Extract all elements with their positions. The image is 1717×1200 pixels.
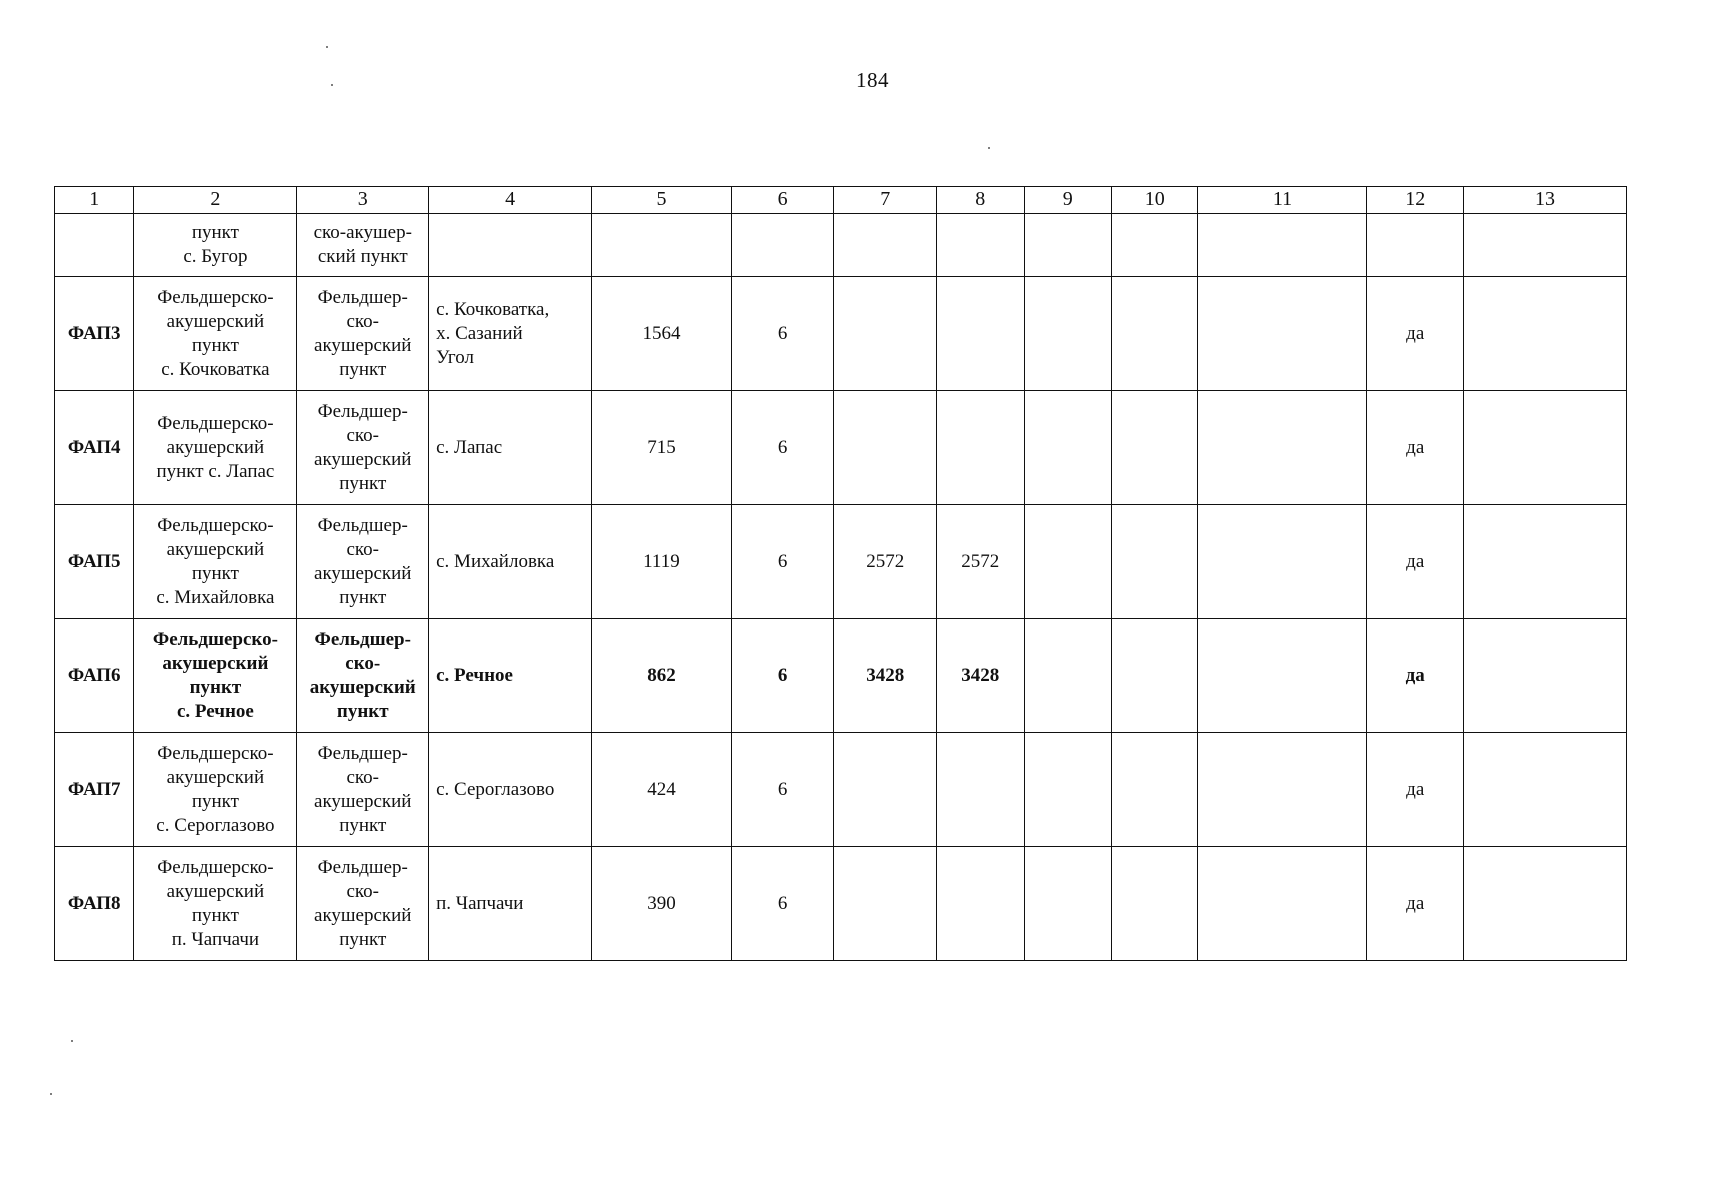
served-settlements-cell xyxy=(429,733,592,847)
empty-cell xyxy=(834,214,937,277)
facility-code-cell: ФАП5 xyxy=(55,505,134,619)
text-line: акушерский xyxy=(314,334,412,356)
text-line: пункт xyxy=(339,814,387,836)
scan-speck xyxy=(326,46,328,48)
text-line: Фельдшер- xyxy=(317,286,408,308)
text-line: с. Лапас xyxy=(436,436,503,458)
facility-name-cell xyxy=(134,277,297,391)
text-line: пункт xyxy=(191,790,239,812)
text-line: с. Кочковатка, xyxy=(436,298,550,320)
text-line: с. Речное xyxy=(176,700,254,722)
table-row xyxy=(55,505,1627,619)
column-10-cell xyxy=(1112,505,1198,619)
text-line: ско- xyxy=(346,766,380,788)
column-11-cell xyxy=(1198,619,1367,733)
text-line: пункт xyxy=(339,586,387,608)
column-number-row xyxy=(55,187,1627,214)
column-6-cell: 6 xyxy=(731,847,834,961)
facility-name-cell xyxy=(134,733,297,847)
empty-cell xyxy=(55,214,134,277)
column-8-cell xyxy=(937,277,1025,391)
column-13-cell xyxy=(1463,505,1626,619)
text-line: ско-акушер- xyxy=(313,222,412,243)
column-10-cell xyxy=(1112,847,1198,961)
text-line: Фельдшер- xyxy=(317,400,408,422)
column-5-cell: 390 xyxy=(592,847,732,961)
column-5-cell: 424 xyxy=(592,733,732,847)
column-9-cell xyxy=(1024,277,1112,391)
empty-cell xyxy=(1463,214,1626,277)
text-line: с. Сероглазово xyxy=(436,778,555,800)
text-line: пункт xyxy=(191,562,239,584)
column-number: 10 xyxy=(1112,187,1198,214)
text-line: ско- xyxy=(345,652,381,674)
column-number: 5 xyxy=(592,187,732,214)
column-12-cell: да xyxy=(1367,847,1464,961)
column-12-cell: да xyxy=(1367,505,1464,619)
column-number: 4 xyxy=(429,187,592,214)
text-line: п. Чапчачи xyxy=(171,928,260,950)
column-9-cell xyxy=(1024,505,1112,619)
text-line: акушерский xyxy=(166,766,265,788)
column-8-cell: 3428 xyxy=(937,619,1025,733)
column-5-cell: 1119 xyxy=(592,505,732,619)
empty-cell xyxy=(937,214,1025,277)
column-9-cell xyxy=(1024,733,1112,847)
text-line: акушерский xyxy=(314,448,412,470)
text-line: п. Чапчачи xyxy=(436,892,524,914)
column-13-cell xyxy=(1463,277,1626,391)
column-9-cell xyxy=(1024,847,1112,961)
text-line: акушерский xyxy=(166,538,265,560)
column-6-cell: 6 xyxy=(731,619,834,733)
text-line: акушерский xyxy=(314,562,412,584)
column-7-cell xyxy=(834,391,937,505)
text-line: акушерский xyxy=(314,790,412,812)
column-13-cell xyxy=(1463,733,1626,847)
text-line: с. Михайловка xyxy=(156,586,275,608)
facility-type-cell xyxy=(297,391,429,505)
empty-cell xyxy=(592,214,732,277)
column-number: 11 xyxy=(1198,187,1367,214)
facility-type-cell xyxy=(297,733,429,847)
column-8-cell: 2572 xyxy=(937,505,1025,619)
scan-speck xyxy=(331,84,333,86)
page-number: 184 xyxy=(856,68,889,92)
served-settlements-cell xyxy=(429,847,592,961)
text-line: пункт xyxy=(191,904,239,926)
column-5-cell: 1564 xyxy=(592,277,732,391)
scan-speck xyxy=(71,1040,73,1042)
empty-cell xyxy=(1024,214,1112,277)
text-line: пункт с. Лапас xyxy=(156,460,275,482)
facility-code-cell: ФАП6 xyxy=(55,619,134,733)
text-line: ско- xyxy=(346,880,380,902)
text-line: с. Сероглазово xyxy=(156,814,275,836)
column-number: 1 xyxy=(55,187,134,214)
column-9-cell xyxy=(1024,619,1112,733)
text-line: Фельдшер- xyxy=(317,514,408,536)
column-10-cell xyxy=(1112,733,1198,847)
column-12-cell: да xyxy=(1367,391,1464,505)
text-line: акушерский xyxy=(162,652,269,674)
column-13-cell xyxy=(1463,847,1626,961)
text-line: х. Сазаний xyxy=(436,322,523,344)
column-11-cell xyxy=(1198,847,1367,961)
column-8-cell xyxy=(937,391,1025,505)
empty-cell xyxy=(1367,214,1464,277)
text-line: Угол xyxy=(436,346,474,368)
empty-cell xyxy=(731,214,834,277)
table-row xyxy=(55,619,1627,733)
text-line: Фельдшер- xyxy=(317,856,408,878)
served-settlements-cell xyxy=(429,391,592,505)
table-row xyxy=(55,391,1627,505)
column-number: 7 xyxy=(834,187,937,214)
text-line: ско- xyxy=(346,424,380,446)
facility-code-cell: ФАП4 xyxy=(55,391,134,505)
column-7-cell xyxy=(834,277,937,391)
served-settlements-cell xyxy=(429,505,592,619)
facility-name-cell xyxy=(134,391,297,505)
table-row xyxy=(55,847,1627,961)
facility-type-cell xyxy=(297,214,429,277)
text-line: с. Михайловка xyxy=(436,550,555,572)
text-line: Фельдшер- xyxy=(317,742,408,764)
empty-cell xyxy=(1112,214,1198,277)
column-6-cell: 6 xyxy=(731,733,834,847)
column-7-cell: 2572 xyxy=(834,505,937,619)
column-number: 9 xyxy=(1024,187,1112,214)
column-number: 8 xyxy=(937,187,1025,214)
column-11-cell xyxy=(1198,733,1367,847)
column-number: 13 xyxy=(1463,187,1626,214)
table-row xyxy=(55,277,1627,391)
text-line: акушерский xyxy=(166,310,265,332)
text-line: акушерский xyxy=(314,904,412,926)
text-line: с. Бугор xyxy=(183,246,248,267)
text-line: с. Речное xyxy=(436,664,513,686)
column-11-cell xyxy=(1198,277,1367,391)
column-10-cell xyxy=(1112,277,1198,391)
column-10-cell xyxy=(1112,391,1198,505)
text-line: пункт xyxy=(191,222,239,243)
facility-type-cell xyxy=(297,277,429,391)
text-line: пункт xyxy=(339,928,387,950)
served-settlements-cell xyxy=(429,619,592,733)
text-line: пункт xyxy=(339,358,387,380)
facility-code-cell: ФАП8 xyxy=(55,847,134,961)
text-line: Фельдшерско- xyxy=(157,856,274,878)
facility-name-cell xyxy=(134,847,297,961)
facility-type-cell xyxy=(297,505,429,619)
text-line: пункт xyxy=(189,676,242,698)
column-13-cell xyxy=(1463,391,1626,505)
text-line: ско- xyxy=(346,538,380,560)
text-line: акушерский xyxy=(309,676,416,698)
text-line: пункт xyxy=(336,700,389,722)
column-8-cell xyxy=(937,733,1025,847)
empty-cell xyxy=(429,214,592,277)
text-line: Фельдшерско- xyxy=(157,514,274,536)
facility-type-cell xyxy=(297,619,429,733)
column-5-cell: 715 xyxy=(592,391,732,505)
scan-speck xyxy=(50,1093,52,1095)
column-number: 6 xyxy=(731,187,834,214)
text-line: ско- xyxy=(346,310,380,332)
column-6-cell: 6 xyxy=(731,505,834,619)
facility-type-cell xyxy=(297,847,429,961)
column-6-cell: 6 xyxy=(731,277,834,391)
column-12-cell: да xyxy=(1367,277,1464,391)
column-9-cell xyxy=(1024,391,1112,505)
text-line: Фельдшерско- xyxy=(157,286,274,308)
text-line: акушерский xyxy=(166,436,265,458)
text-line: пункт xyxy=(339,472,387,494)
text-line: Фельдшерско- xyxy=(152,628,278,650)
text-line: пункт xyxy=(191,334,239,356)
column-13-cell xyxy=(1463,619,1626,733)
text-line: ский пункт xyxy=(317,246,408,267)
facility-name-cell xyxy=(134,505,297,619)
text-line: Фельдшер- xyxy=(314,628,411,650)
column-7-cell: 3428 xyxy=(834,619,937,733)
facility-name-cell xyxy=(134,214,297,277)
text-line: акушерский xyxy=(166,880,265,902)
column-7-cell xyxy=(834,733,937,847)
column-12-cell: да xyxy=(1367,619,1464,733)
column-5-cell: 862 xyxy=(592,619,732,733)
column-number: 2 xyxy=(134,187,297,214)
column-10-cell xyxy=(1112,619,1198,733)
served-settlements-cell xyxy=(429,277,592,391)
column-number: 3 xyxy=(297,187,429,214)
column-number: 12 xyxy=(1367,187,1464,214)
column-7-cell xyxy=(834,847,937,961)
column-6-cell: 6 xyxy=(731,391,834,505)
empty-cell xyxy=(1198,214,1367,277)
column-11-cell xyxy=(1198,505,1367,619)
table-row xyxy=(55,733,1627,847)
facility-name-cell xyxy=(134,619,297,733)
text-line: с. Кочковатка xyxy=(161,358,270,380)
scan-speck xyxy=(988,147,990,149)
continuation-row xyxy=(55,214,1627,277)
column-12-cell: да xyxy=(1367,733,1464,847)
text-line: Фельдшерско- xyxy=(157,412,274,434)
text-line: Фельдшерско- xyxy=(157,742,274,764)
facility-code-cell: ФАП7 xyxy=(55,733,134,847)
column-8-cell xyxy=(937,847,1025,961)
facility-code-cell: ФАП3 xyxy=(55,277,134,391)
column-11-cell xyxy=(1198,391,1367,505)
data-table xyxy=(54,186,1627,961)
